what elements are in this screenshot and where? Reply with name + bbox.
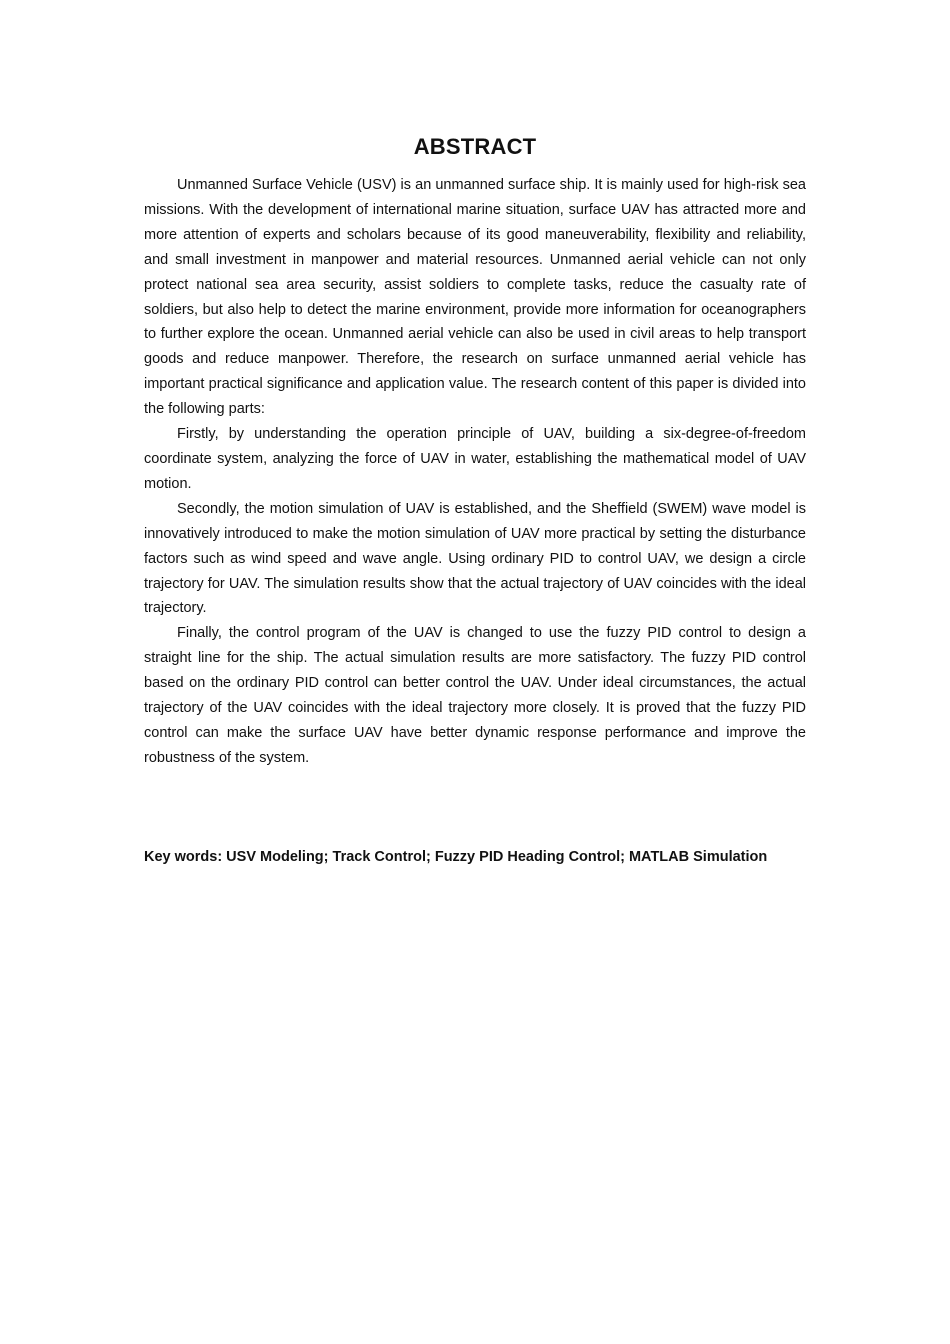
abstract-paragraph-3: Secondly, the motion simulation of UAV is established, and the Sheffield (SWEM) wave model is innovatively introduced to make the motion simulation of UAV more practical by setting the disturbance factors such as wind speed and wave angle. Using ordinary PID to control UAV, we design a circle trajectory for UAV. The simulation results show that the actual trajectory of UAV coincides with the ideal trajectory. — [144, 500, 806, 617]
abstract-paragraph-4: Finally, the control program of the UAV is changed to use the fuzzy PID control to design a straight line for the ship. The actual simulation results are more satisfactory. The fuzzy PID control based on the ordinary PID control can better control the UAV. Under ideal circumstances, the actual trajectory of the UAV coincides with the ideal trajectory more closely. It is proved that the fuzzy PID control can make the surface UAV have better dynamic response performance and improve the robustness of the system. — [144, 625, 806, 766]
keywords-line: Key words: USV Modeling; Track Control; Fuzzy PID Heading Control; MATLAB Simulation — [144, 849, 768, 865]
abstract-body — [144, 173, 806, 771]
abstract-paragraph-1: Unmanned Surface Vehicle (USV) is an unmanned surface ship. It is mainly used for high-risk sea missions. With the development of international marine situation, surface UAV has attracted more and more attention of experts and scholars because of its good maneuverability, flexibility and reliability, and small investment in manpower and material resources. Unmanned aerial vehicle can not only protect national sea area security, assist soldiers to complete tasks, reduce the casualty rate of soldiers, but also help to detect the marine environment, provide more information for oceanographers to further explore the ocean. Unmanned aerial vehicle can also be used in civil areas to help transport goods and reduce manpower. Therefore, the research on surface unmanned aerial vehicle has important practical significance and application value. The research content of this paper is divided into the following parts: — [144, 177, 806, 418]
abstract-title: ABSTRACT — [413, 134, 537, 159]
abstract-paragraph-2: Firstly, by understanding the operation principle of UAV, building a six-degree-of-freedom coordinate system, analyzing the force of UAV in water, establishing the mathematical model of UAV motion. — [144, 426, 806, 492]
